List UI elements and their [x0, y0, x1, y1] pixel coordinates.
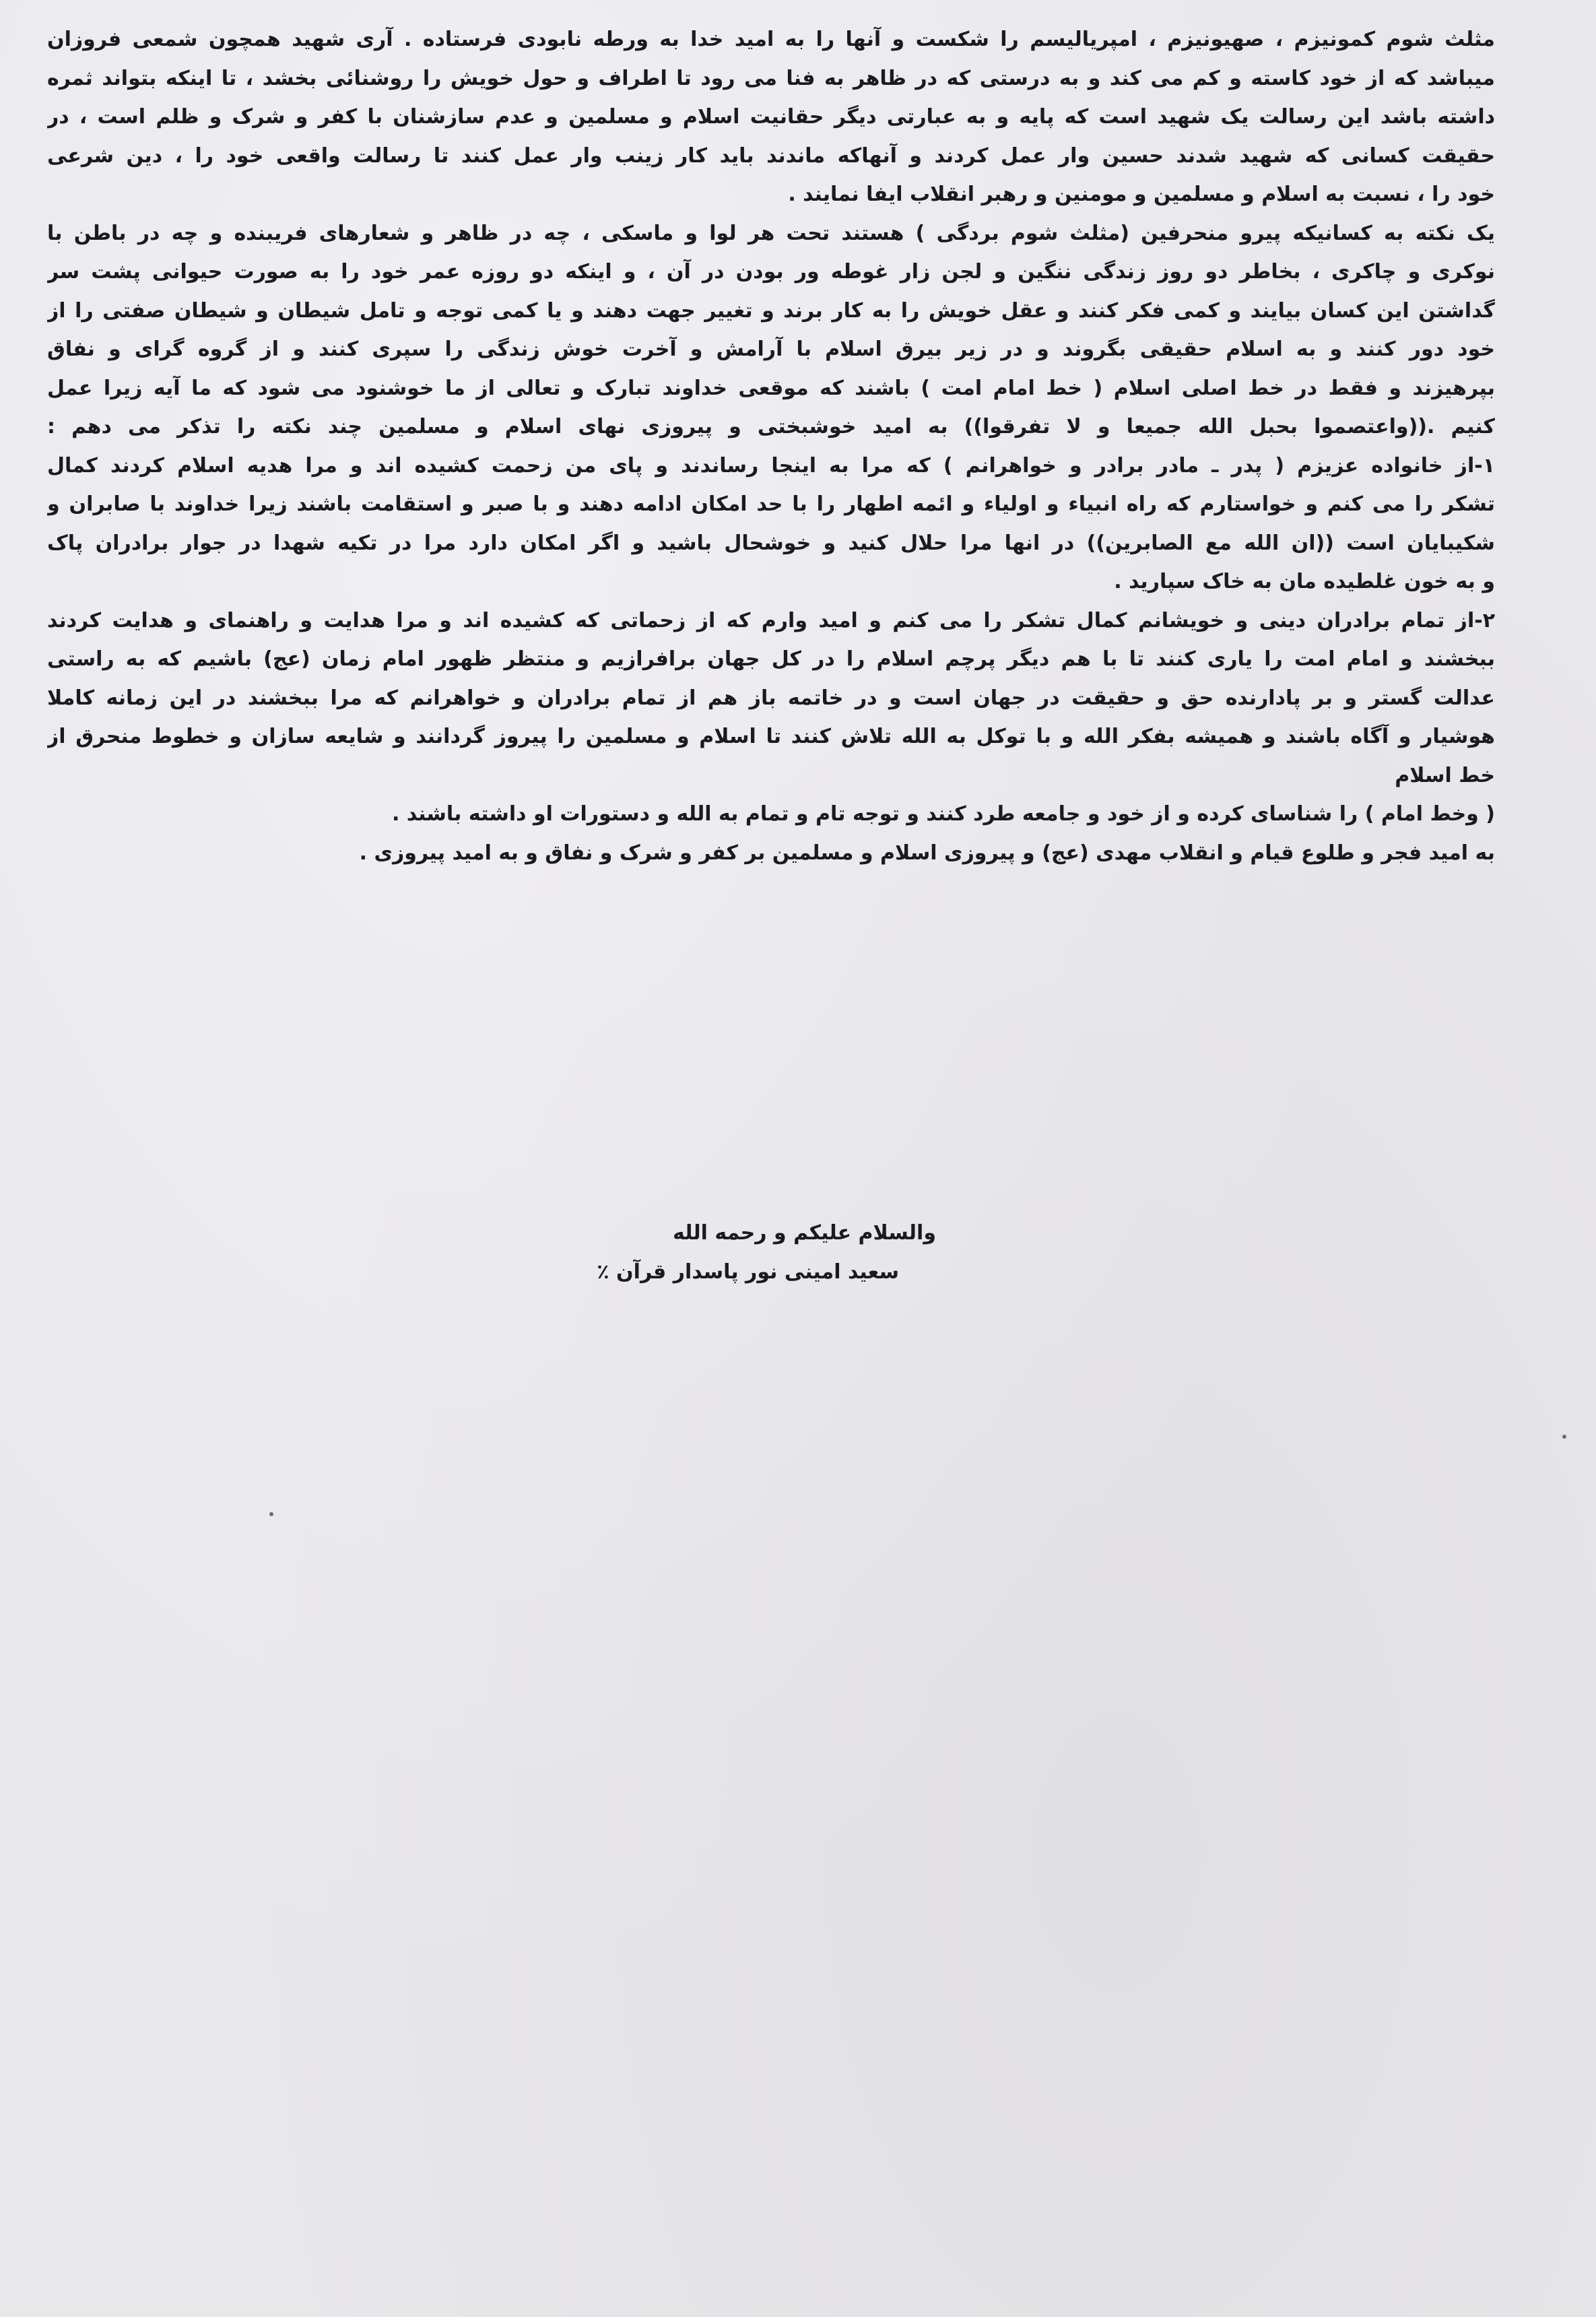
scan-speck: [1562, 1435, 1566, 1439]
text-line: عدالت گستر و بر پادارنده حق و حقیقت در جهان است و در خاتمه باز هم از تمام برادران و خواهرانم که مرا ببخشند در این زمانه کاملا: [47, 686, 1495, 710]
text-line: ۱-از خانواده عزیزم ( پدر ـ مادر برادر و خواهرانم ) که مرا به اینجا رساندند و پای من زحمت کشیده اند و مرا هدیه اسلام کردند کمال: [47, 453, 1495, 478]
scan-speck: [269, 1512, 273, 1516]
text-line: مثلث شوم کمونیزم ، صهیونیزم ، امپریالیسم را شکست و آنها را به امید خدا به ورطه نابودی فرستاده . آری شهید همچون شمعی فروزان: [47, 28, 1495, 51]
testament-body: [47, 20, 1495, 872]
text-line: حقیقت کسانی که شهید شدند حسین وار عمل کردند و آنهاکه ماندند باید کار زینب وار عمل کنند تا رسالت واقعی خود را ، دین شرعی: [47, 143, 1495, 168]
text-line: ببخشند و امام امت را یاری کنند تا با هم دیگر پرچم اسلام را در کل جهان برافرازیم و منتظر ظهور امام زمان (عج) باشیم که به راستی: [47, 647, 1495, 671]
text-line: به امید فجر و طلوع قیام و انقلاب مهدی (عج) و پیروزی اسلام و مسلمین بر کفر و شرک و نفاق و به امید پیروزی .: [359, 841, 1495, 865]
text-line: ( وخط امام ) را شناسای کرده و از خود و جامعه طرد کنند و توجه تام و تمام به الله و دستورات او داشته باشند .: [392, 802, 1495, 826]
text-line: میباشد که از خود کاسته و کم می کند و به درستی که در ظاهر به فنا می رود تا اطراف و حول خویش را روشنائی بخشد ، تا اینکه بتواند ثمره: [47, 66, 1495, 90]
text-line: هوشیار و آگاه باشند و همیشه بفکر الله و با توکل به الله تلاش کنند تا اسلام و مسلمین را پیروز گردانند و شایعه سازان و خطوط منحرق از: [47, 725, 1495, 748]
text-line: خط اسلام: [1395, 763, 1495, 787]
closing-greeting: والسلام علیکم و رحمه الله: [672, 1221, 936, 1245]
text-line: شکیبایان است ((ان الله مع الصابرین)) در انها مرا حلال کنید و خوشحال باشید و اگر امکان دارد مرا در تکیه شهدا در جوار برادران پاک: [47, 531, 1495, 555]
text-line: تشکر را می کنم و خواستارم که راه انبیاء و اولیاء و ائمه اطهار را با حد امکان ادامه دهند و با صبر و استقامت باشند زیرا خداوند با صابران و: [47, 492, 1495, 516]
text-line: ۲-از تمام برادران دینی و خویشانم کمال تشکر را می کنم و امید وارم که از زحماتی که کشیده اند و مرا هدایت و راهنمای و هدایت کردند: [47, 608, 1495, 632]
text-line: یک نکته به کسانیکه پیرو منحرفین (مثلث شوم بردگی ) هستند تحت هر لوا و ماسکی ، چه در ظاهر و شعارهای فریبنده و چه در باطن با: [47, 221, 1495, 245]
signature: سعید امینی نور پاسدار قرآن ٪: [597, 1260, 899, 1284]
text-line: کنیم .((واعتصموا بحبل الله جمیعا و لا تفرقوا)) به امید خوشبختی و پیروزی نهای اسلام و مسلمین چند نکته را تذکر می دهم :: [47, 415, 1495, 438]
text-line: و به خون غلطیده مان به خاک سپارید .: [1114, 570, 1495, 593]
text-line: نوکری و چاکری ، بخاطر دو روز زندگی ننگین و لجن زار غوطه ور بودن در آن ، و اینکه دو روزه عمر خود را به صورت حیوانی پشت سر: [47, 260, 1495, 284]
text-line: بپرهیزند و فقط در خط اصلی اسلام ( خط امام امت ) باشند که موقعی خداوند تبارک و تعالی از ما خوشنود می شود که ما آیه زیرا عمل: [47, 376, 1495, 400]
text-line: خود را ، نسبت به اسلام و مسلمین و مومنین و رهبر انقلاب ایفا نمایند .: [788, 183, 1495, 206]
text-line: گداشتن این کسان بیایند و کمی فکر کنند و عقل خویش را به کار برند و تغییر جهت دهند و یا کمی توجه و تامل شیطان و شیطان صفتی را از: [47, 298, 1495, 323]
text-line: خود دور کنند و به اسلام حقیقی بگروند و در زیر بیرق اسلام با آرامش و آخرت خوش زندگی را سپری کنند و از گروه گرای و نفاق: [47, 337, 1495, 361]
text-line: داشته باشد این رسالت یک شهید است که پایه و به عبارتی دیگر حقانیت اسلام و مسلمین و عدم سازشنان با کفر و شرک و ظلم است ، در: [47, 105, 1495, 129]
